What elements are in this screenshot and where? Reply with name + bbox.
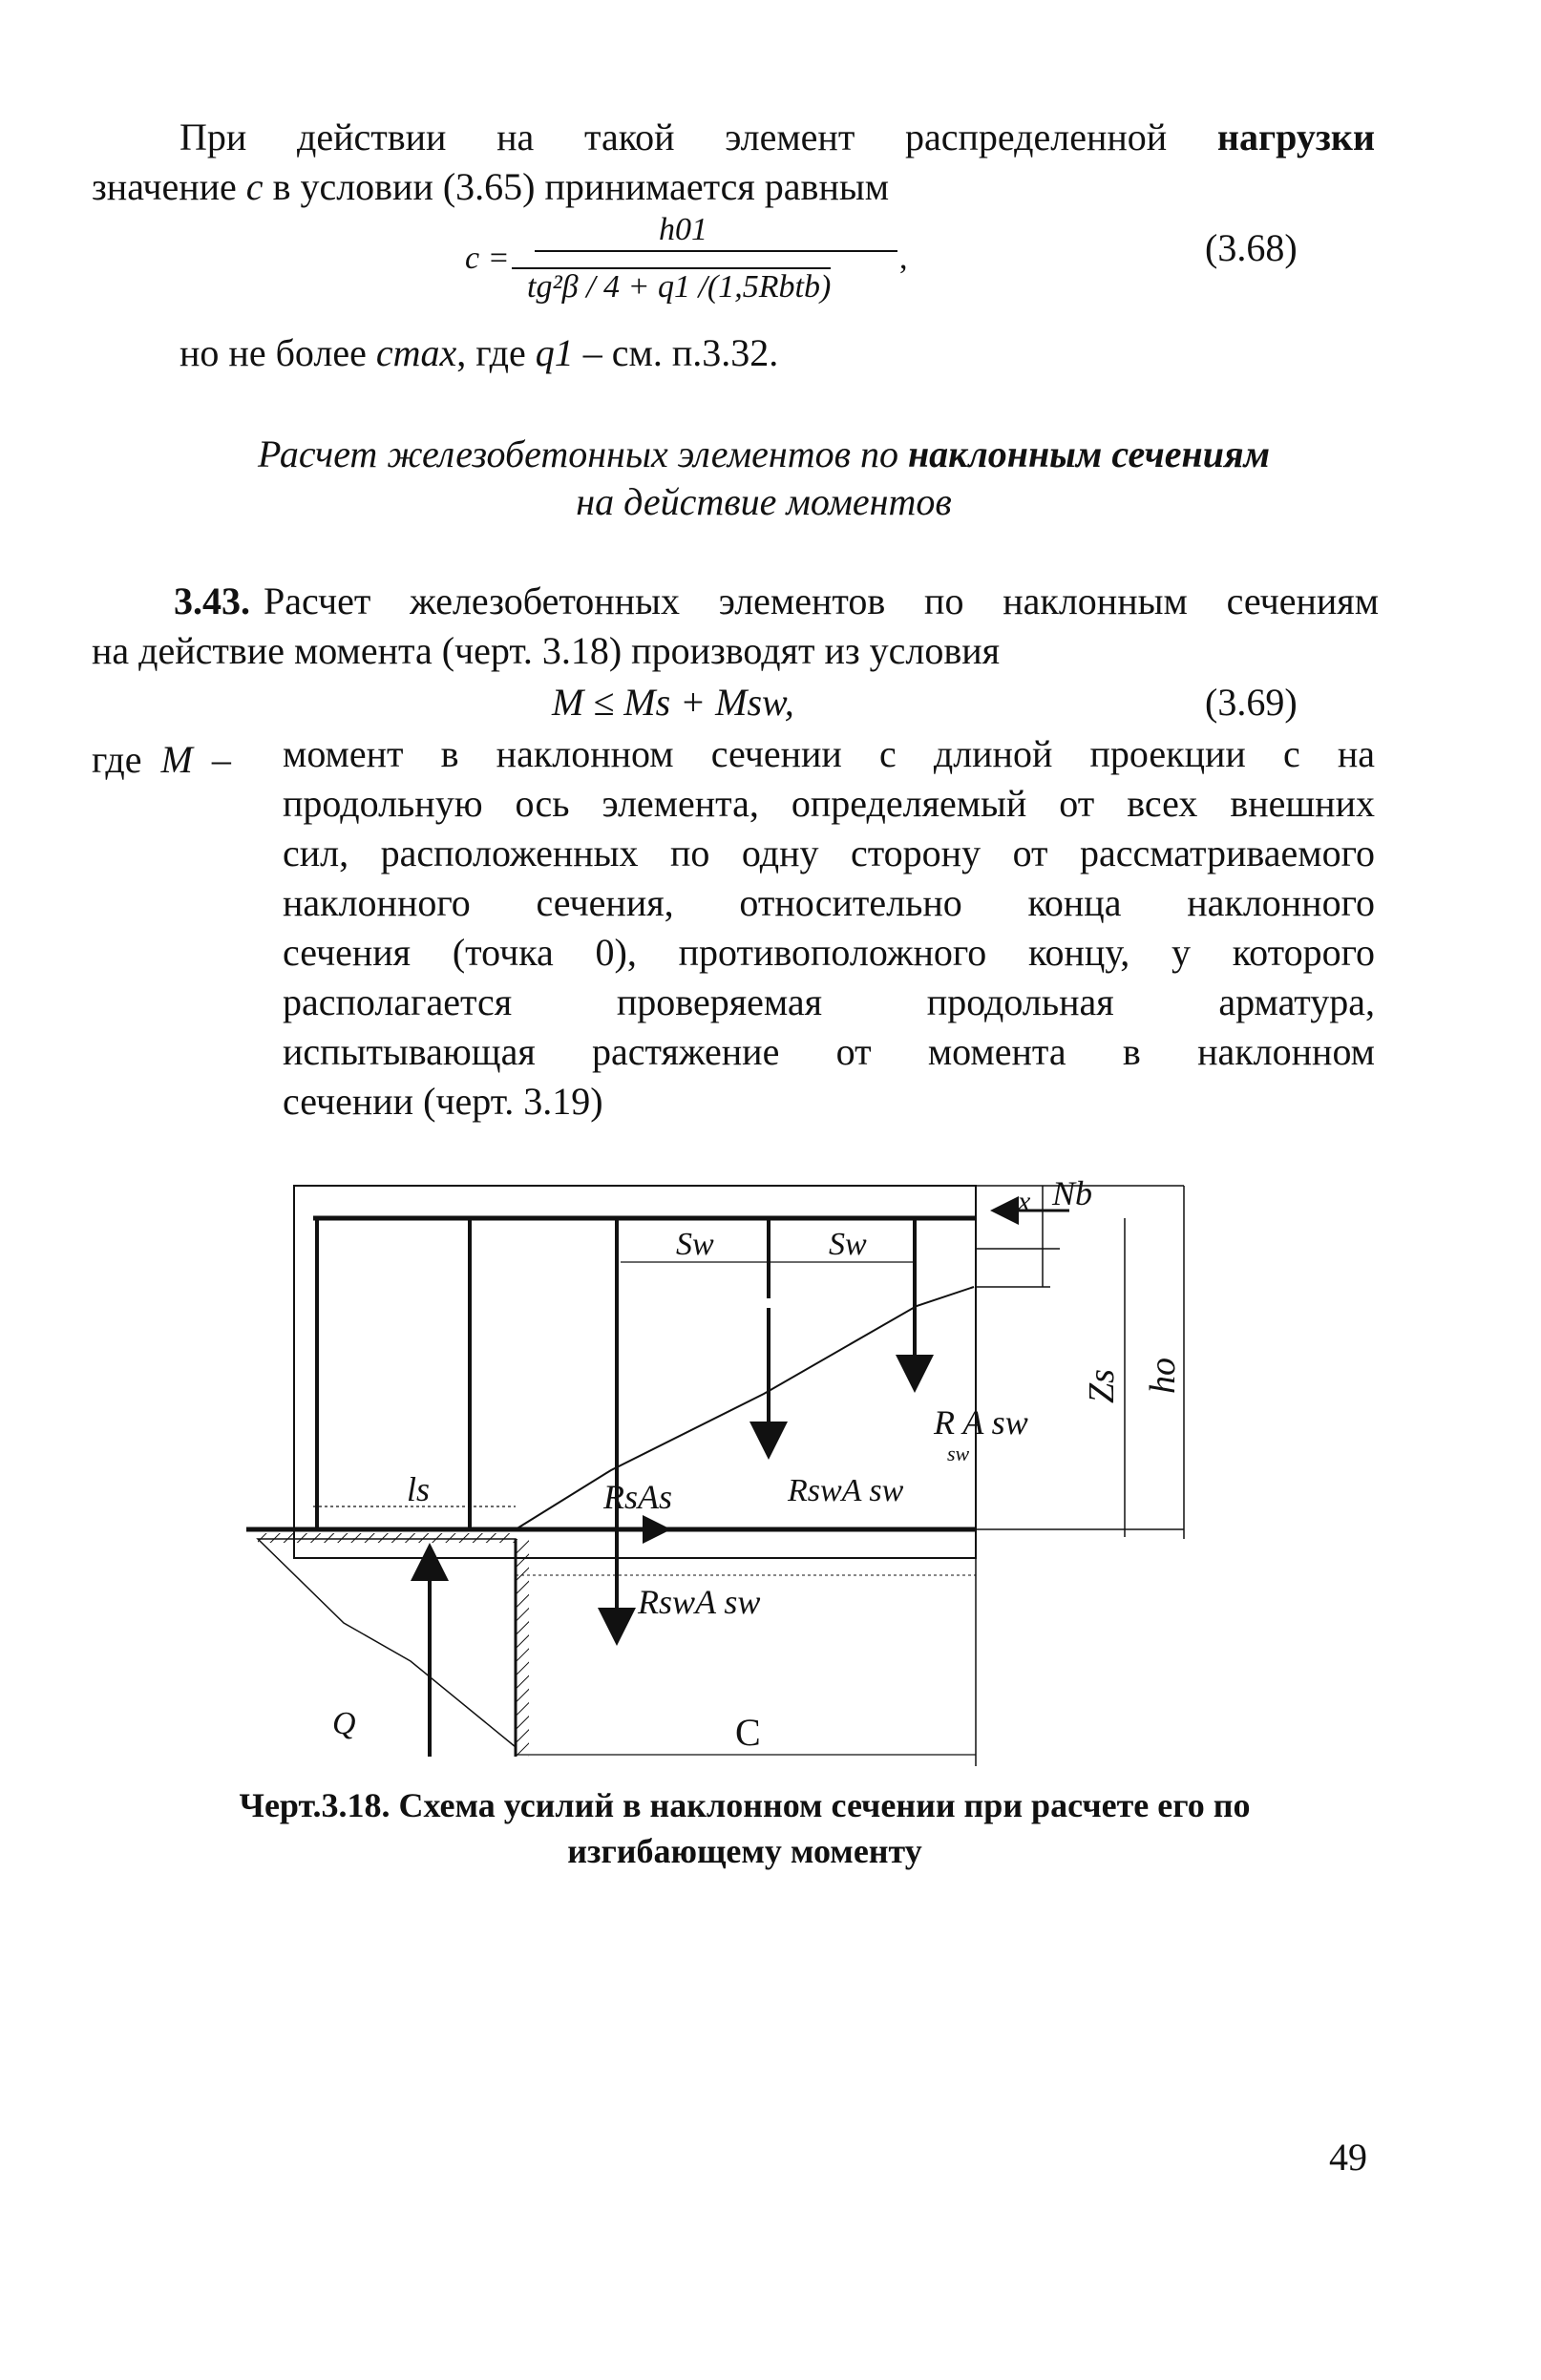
para1-word: распределенной [905, 116, 1168, 158]
rswasw-label-right-sub: sw [947, 1442, 970, 1465]
rswasw-label-bottom: RswA sw [638, 1583, 761, 1621]
eq369-number: (3.69) [1205, 681, 1298, 724]
eq368-fraction-bar [535, 250, 897, 252]
ls-label: ls [407, 1470, 431, 1508]
section-number: 3.43. [174, 579, 250, 622]
nb-label: Nb [1052, 1174, 1093, 1212]
where-line: располагается проверяемая продольная арматура, [283, 980, 1375, 1023]
sw-label-2: Sw [829, 1227, 867, 1262]
para1-line1 [179, 118, 1375, 157]
section-heading-line1: Расчет железобетонных элементов по наклонным сечениям [257, 432, 1270, 475]
inclined-crack [516, 1287, 974, 1529]
inclined-section-force-diagram [229, 1165, 1213, 1766]
support-top-hatch [258, 1533, 516, 1543]
eq369-formula: M ≤ Ms + Msw, [552, 681, 794, 724]
section-line1 [174, 579, 1379, 622]
para1-word: элемент [725, 116, 855, 158]
para1-bold-word: нагрузки [1216, 116, 1375, 158]
zs-label: Zs [1082, 1369, 1122, 1403]
where-line-last: сечении (черт. 3.19) [283, 1080, 603, 1123]
q-label: Q [332, 1706, 356, 1741]
section-line2: на действие момента (черт. 3.18) производят из условия [92, 629, 1001, 672]
figure-caption-line1: Черт.3.18. Схема усилий в наклонном сечении при расчете его по [239, 1786, 1251, 1824]
eq368-numerator: h01 [659, 212, 707, 247]
where-line: наклонного сечения, относительно конца наклонного [283, 881, 1375, 924]
section-heading-line2: на действие моментов [576, 480, 952, 523]
sw-label-1: Sw [676, 1227, 714, 1262]
where-line: сил, расположенных по одну сторону от рассматриваемого [283, 832, 1375, 874]
rswasw-label-right: R A sw [934, 1403, 1028, 1442]
para1-line2: значение c в условии (3.65) принимается равным [92, 165, 890, 208]
where-line: продольную ось элемента, определяемый от всех внешних [283, 782, 1375, 825]
eq368-denominator: tg²β / 4 + q1 /(1,5Rbtb) [512, 267, 831, 305]
eq368-comma: , [899, 241, 908, 276]
x-label: x [1018, 1186, 1031, 1217]
where-definition [283, 732, 1375, 1123]
page-number: 49 [1329, 2136, 1367, 2179]
figure-caption-line2: изгибающему моменту [567, 1832, 922, 1870]
where-line: момент в наклонном сечении с длиной проекции c на [283, 732, 1375, 775]
support-hatch [516, 1539, 529, 1757]
section-text: Расчет железобетонных элементов по наклонным сечениям [264, 579, 1379, 622]
support-reaction-diagram [258, 1539, 516, 1747]
rsas-label: RsAs [603, 1478, 672, 1516]
para1-word: действии [296, 116, 447, 158]
para1-word: При [179, 116, 247, 158]
rswasw-label-mid: RswA sw [788, 1473, 904, 1508]
note-line: но не более cmax, где q1 – см. п.3.32. [179, 331, 779, 374]
para1-word: на [496, 116, 535, 158]
where-line: сечения (точка 0), противоположного концу, у которого [283, 931, 1375, 974]
eq368-lhs: c = [465, 241, 510, 276]
para1-word: такой [583, 116, 675, 158]
where-lead: где M – [92, 738, 231, 781]
h0-label: ho [1143, 1358, 1183, 1394]
eq368-number: (3.68) [1205, 226, 1298, 269]
where-line: испытывающая растяжение от момента в наклонном [283, 1030, 1375, 1073]
c-label: C [735, 1711, 761, 1754]
